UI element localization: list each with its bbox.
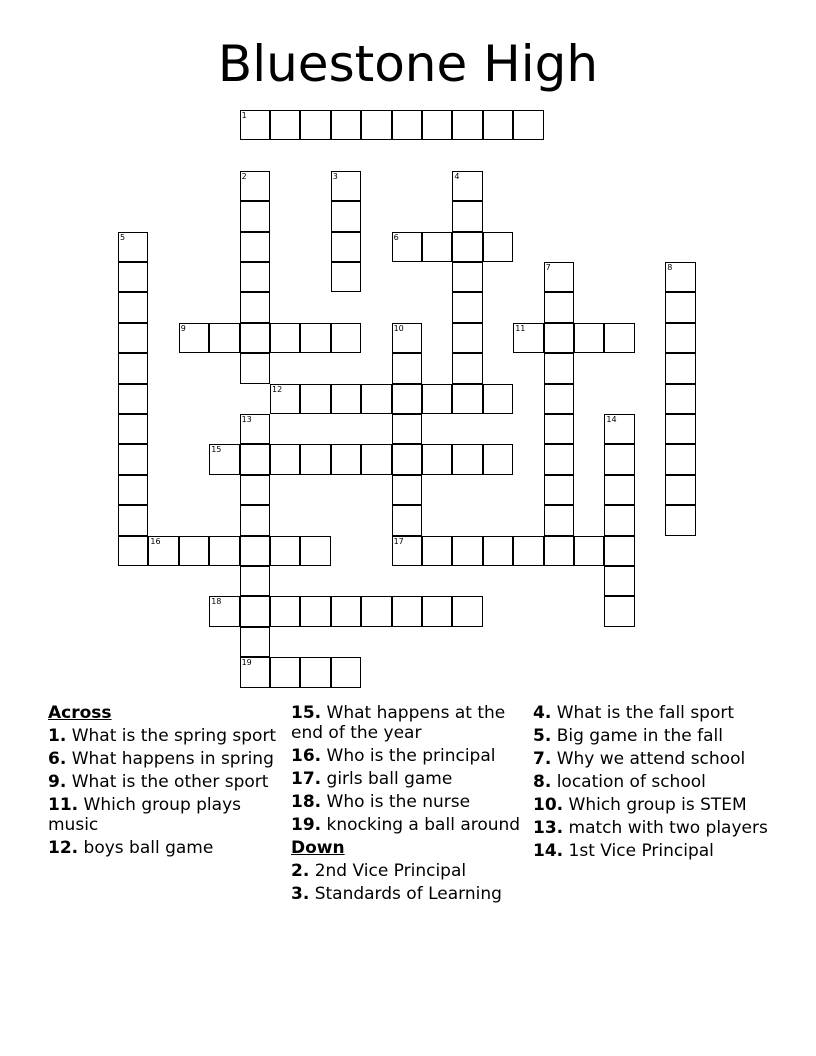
grid-cell[interactable]: [452, 201, 482, 231]
grid-cell[interactable]: [300, 110, 330, 140]
grid-cell[interactable]: [604, 505, 634, 535]
grid-cell[interactable]: [240, 171, 270, 201]
cell-number: 6: [393, 232, 399, 242]
clue-across-6: 6. What happens in spring: [48, 749, 274, 769]
grid-cell[interactable]: [209, 536, 239, 566]
grid-cell[interactable]: [240, 201, 270, 231]
grid-cell[interactable]: [300, 444, 330, 474]
clue-across-19: 19. knocking a ball around: [291, 814, 521, 835]
grid-cell[interactable]: [118, 232, 148, 262]
grid-cell[interactable]: [483, 232, 513, 262]
grid-cell[interactable]: [665, 414, 695, 444]
grid-cell[interactable]: [300, 536, 330, 566]
grid-cell[interactable]: [392, 384, 422, 414]
grid-cell[interactable]: [452, 384, 482, 414]
grid-cell[interactable]: [361, 444, 391, 474]
across-heading: Across: [48, 703, 112, 723]
grid-cell[interactable]: [118, 292, 148, 322]
grid-cell[interactable]: [665, 353, 695, 383]
grid-cell[interactable]: [392, 475, 422, 505]
grid-cell[interactable]: [209, 444, 239, 474]
grid-cell[interactable]: [513, 323, 543, 353]
grid-cell[interactable]: [118, 475, 148, 505]
grid-cell[interactable]: [574, 323, 604, 353]
grid-cell[interactable]: [392, 110, 422, 140]
grid-cell[interactable]: [392, 353, 422, 383]
grid-cell[interactable]: [331, 201, 361, 231]
grid-cell[interactable]: [331, 444, 361, 474]
cell-number: 15: [211, 445, 222, 455]
cell-number: 4: [454, 171, 460, 181]
grid-cell[interactable]: [452, 536, 482, 566]
cell-number: 3: [332, 171, 338, 181]
grid-cell[interactable]: [604, 596, 634, 626]
clue-down-7: 7. Why we attend school: [533, 749, 746, 769]
grid-cell[interactable]: [392, 323, 422, 353]
grid-cell[interactable]: [422, 596, 452, 626]
grid-cell[interactable]: [240, 232, 270, 262]
grid-cell[interactable]: [452, 323, 482, 353]
clue-down-10: 10. Which group is STEM: [533, 795, 747, 815]
grid-cell[interactable]: [240, 657, 270, 687]
grid-cell[interactable]: [544, 353, 574, 383]
grid-cell[interactable]: [331, 110, 361, 140]
grid-cell[interactable]: [118, 384, 148, 414]
grid-cell[interactable]: [179, 536, 209, 566]
grid-cell[interactable]: [665, 505, 695, 535]
clue-down-2: 2. 2nd Vice Principal: [291, 860, 467, 881]
grid-cell[interactable]: [331, 171, 361, 201]
cell-number: 5: [120, 232, 126, 242]
grid-cell[interactable]: [300, 657, 330, 687]
grid-cell[interactable]: [331, 232, 361, 262]
cell-number: 11: [515, 323, 526, 333]
grid-cell[interactable]: [422, 536, 452, 566]
grid-cell[interactable]: [513, 536, 543, 566]
grid-cell[interactable]: [452, 292, 482, 322]
grid-cell[interactable]: [422, 384, 452, 414]
grid-cell[interactable]: [209, 596, 239, 626]
grid-cell[interactable]: [544, 536, 574, 566]
grid-cell[interactable]: [483, 384, 513, 414]
grid-cell[interactable]: [544, 505, 574, 535]
cell-number: 12: [272, 384, 283, 394]
puzzle-title: Bluestone High: [217, 35, 599, 93]
grid-cell[interactable]: [118, 505, 148, 535]
cell-number: 10: [393, 323, 404, 333]
clues-column-1: [48, 704, 278, 862]
grid-cell[interactable]: [452, 444, 482, 474]
clue-across-9: 9. What is the other sport: [48, 772, 269, 792]
grid-cell[interactable]: [361, 110, 391, 140]
grid-cell[interactable]: [240, 353, 270, 383]
grid-cell[interactable]: [544, 475, 574, 505]
clue-across-1: 1. What is the spring sport: [48, 726, 277, 746]
grid-cell[interactable]: [331, 262, 361, 292]
grid-cell[interactable]: [483, 536, 513, 566]
grid-cell[interactable]: [392, 536, 422, 566]
grid-cell[interactable]: [300, 596, 330, 626]
grid-cell[interactable]: [513, 110, 543, 140]
grid-cell[interactable]: [392, 414, 422, 444]
grid-cell[interactable]: [604, 444, 634, 474]
grid-cell[interactable]: [361, 384, 391, 414]
grid-cell[interactable]: [452, 262, 482, 292]
grid-cell[interactable]: [665, 384, 695, 414]
grid-cell[interactable]: [361, 596, 391, 626]
grid-cell[interactable]: [544, 414, 574, 444]
cell-number: 7: [545, 263, 551, 272]
grid-cell[interactable]: [240, 627, 270, 657]
grid-cell[interactable]: [604, 536, 634, 566]
grid-cell[interactable]: [118, 262, 148, 292]
grid-cell[interactable]: [604, 414, 634, 444]
grid-cell[interactable]: [544, 384, 574, 414]
cell-number: 1: [241, 111, 247, 120]
cell-number: 16: [150, 536, 161, 546]
grid-cell[interactable]: [240, 323, 270, 353]
grid-cell[interactable]: [270, 444, 300, 474]
grid-cell[interactable]: [452, 353, 482, 383]
grid-cell[interactable]: [665, 292, 695, 322]
clue-down-4: 4. What is the fall sport: [533, 703, 735, 723]
cell-number: 14: [606, 415, 617, 424]
grid-cell[interactable]: [270, 323, 300, 353]
grid-cell[interactable]: [209, 323, 239, 353]
clue-down-14: 14. 1st Vice Principal: [533, 841, 714, 861]
grid-cell[interactable]: [544, 262, 574, 292]
grid-cell[interactable]: [331, 384, 361, 414]
grid-cell[interactable]: [240, 262, 270, 292]
grid-cell[interactable]: [240, 505, 270, 535]
grid-cell[interactable]: [392, 505, 422, 535]
grid-cell[interactable]: [665, 475, 695, 505]
clue-across-18: 18. Who is the nurse: [291, 791, 471, 812]
grid-cell[interactable]: [665, 323, 695, 353]
clue-across-12: 12. boys ball game: [48, 837, 214, 858]
grid-cell[interactable]: [118, 536, 148, 566]
cell-number: 2: [241, 171, 247, 181]
grid-cell[interactable]: [240, 292, 270, 322]
clue-down-5: 5. Big game in the fall: [533, 726, 723, 746]
clue-down-3: 3. Standards of Learning: [291, 883, 502, 904]
grid-cell[interactable]: [240, 536, 270, 566]
grid-cell[interactable]: [392, 232, 422, 262]
cell-number: 17: [393, 536, 404, 546]
cell-number: 8: [667, 263, 673, 272]
cell-number: 19: [241, 658, 252, 668]
grid-cell[interactable]: [240, 566, 270, 596]
clues-column-3: [533, 704, 773, 865]
grid-cell[interactable]: [452, 171, 482, 201]
grid-cell[interactable]: [270, 384, 300, 414]
cell-number: 13: [241, 415, 252, 424]
grid-cell[interactable]: [240, 110, 270, 140]
grid-cell[interactable]: [240, 475, 270, 505]
grid-cell[interactable]: [240, 596, 270, 626]
grid-cell[interactable]: [422, 232, 452, 262]
grid-cell[interactable]: [452, 232, 482, 262]
grid-cell[interactable]: [604, 323, 634, 353]
grid-cell[interactable]: [544, 444, 574, 474]
grid-cell[interactable]: [392, 444, 422, 474]
clue-across-15: 15. What happens at the end of the year: [291, 703, 506, 743]
grid-cell[interactable]: [240, 414, 270, 444]
grid-cell[interactable]: [118, 353, 148, 383]
grid-cell[interactable]: [574, 536, 604, 566]
grid-cell[interactable]: [422, 110, 452, 140]
clue-across-17: 17. girls ball game: [291, 768, 453, 789]
grid-cell[interactable]: [483, 110, 513, 140]
grid-cell[interactable]: [483, 444, 513, 474]
grid-cell[interactable]: [665, 444, 695, 474]
grid-cell[interactable]: [118, 414, 148, 444]
grid-cell[interactable]: [331, 323, 361, 353]
grid-cell[interactable]: [270, 110, 300, 140]
down-heading: Down: [291, 837, 345, 858]
grid-cell[interactable]: [544, 323, 574, 353]
grid-cell[interactable]: [240, 444, 270, 474]
grid-cell[interactable]: [544, 292, 574, 322]
grid-cell[interactable]: [300, 323, 330, 353]
grid-cell[interactable]: [148, 536, 178, 566]
cell-number: 18: [211, 597, 222, 607]
grid-cell[interactable]: [270, 536, 300, 566]
grid-cell[interactable]: [270, 657, 300, 687]
clue-down-8: 8. location of school: [533, 772, 706, 792]
grid-cell[interactable]: [452, 596, 482, 626]
grid-cell[interactable]: [452, 110, 482, 140]
cell-number: 9: [180, 323, 186, 333]
grid-cell[interactable]: [392, 596, 422, 626]
grid-cell[interactable]: [665, 262, 695, 292]
clue-down-13: 13. match with two players: [533, 818, 768, 838]
grid-cell[interactable]: [270, 596, 300, 626]
grid-cell[interactable]: [604, 475, 634, 505]
grid-cell[interactable]: [604, 566, 634, 596]
grid-cell[interactable]: [118, 444, 148, 474]
grid-cell[interactable]: [331, 657, 361, 687]
grid-cell[interactable]: [422, 444, 452, 474]
clue-across-11: 11. Which group plays music: [48, 795, 241, 835]
grid-cell[interactable]: [118, 323, 148, 353]
clues-column-2: [291, 704, 523, 908]
grid-cell[interactable]: [331, 596, 361, 626]
grid-cell[interactable]: [179, 323, 209, 353]
grid-cell[interactable]: [300, 384, 330, 414]
clue-across-16: 16. Who is the principal: [291, 745, 496, 766]
